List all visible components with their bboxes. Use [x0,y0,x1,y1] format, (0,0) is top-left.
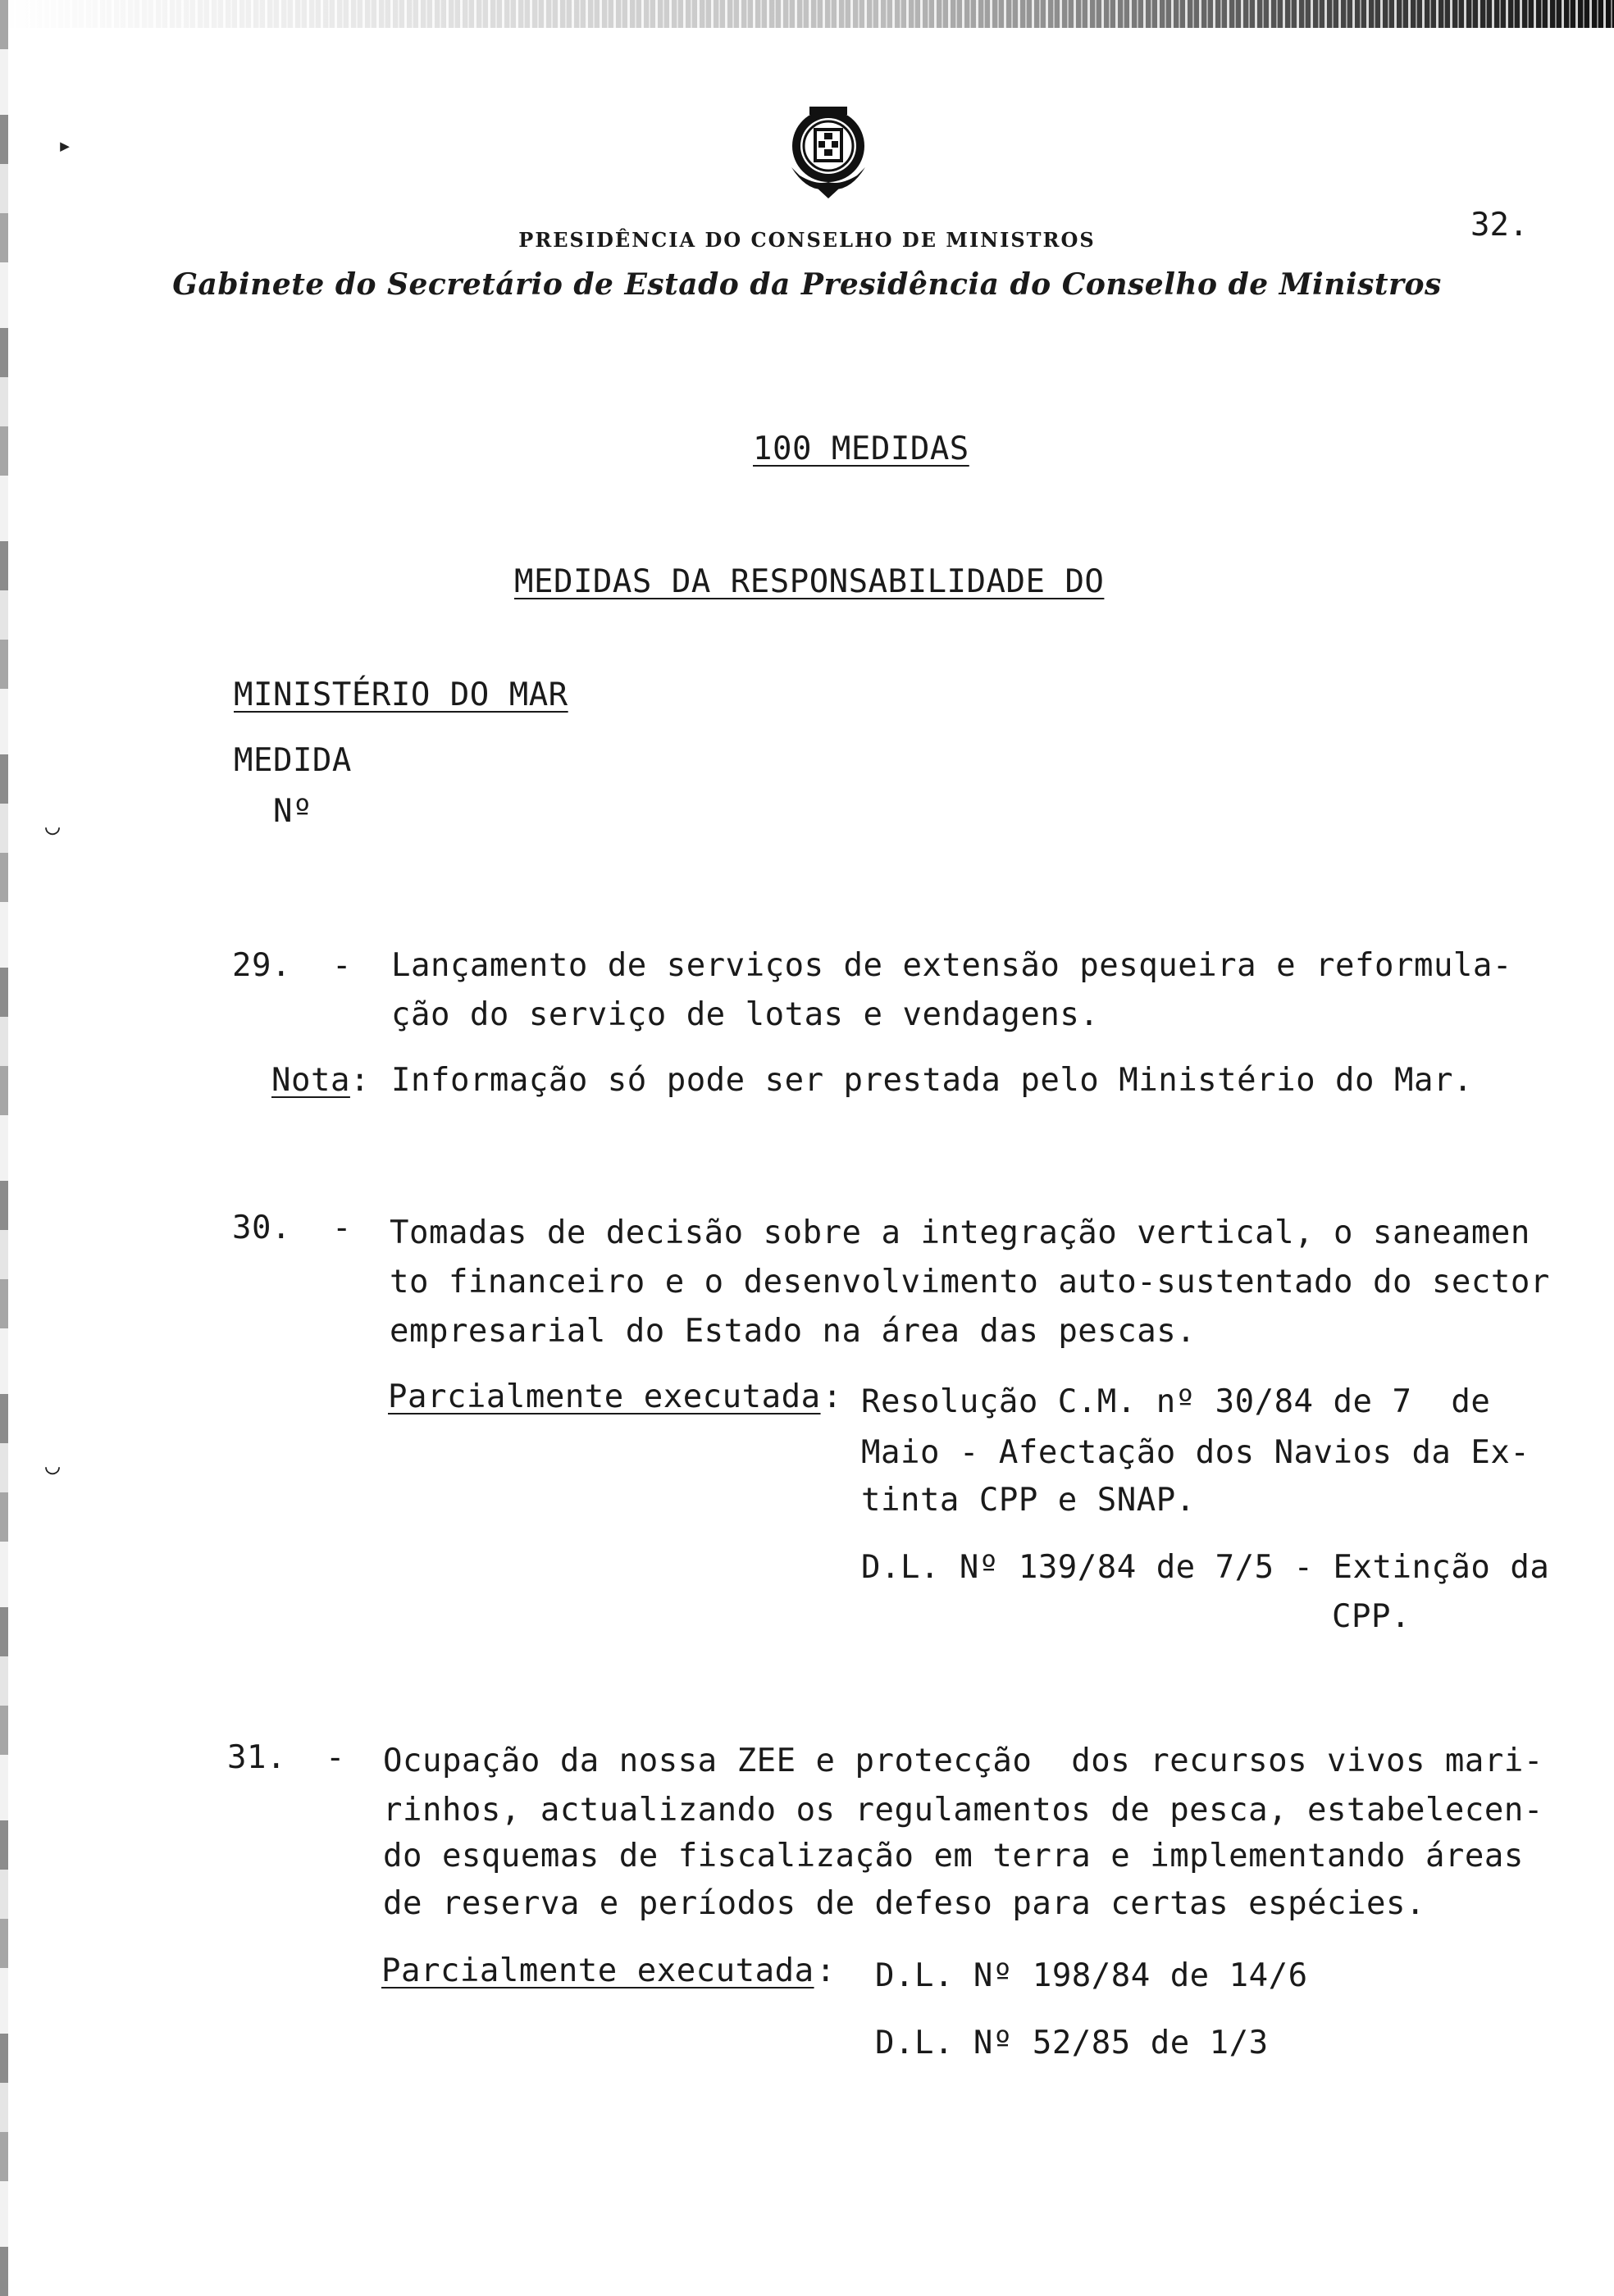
scan-left-edge [0,0,8,2296]
item-dash: - [332,947,352,984]
reference-line: D.L. Nº 198/84 de 14/6 [875,1957,1308,1994]
reference-line: Resolução C.M. nº 30/84 de 7 de [861,1383,1491,1420]
item-text-line: Lançamento de serviços de extensão pesqueira e reformula- [391,947,1512,984]
margin-mark: ▸ [57,131,73,160]
column-header-medida: MEDIDA [234,742,352,779]
section-subtitle: MEDIDAS DA RESPONSABILIDADE DO [514,563,1105,600]
reference-line: CPP. [1332,1598,1411,1635]
status-colon: : [816,1952,836,1989]
reference-line: D.L. Nº 52/85 de 1/3 [875,2025,1269,2061]
column-header-number: Nº [273,793,312,830]
coat-of-arms-seal-icon [775,97,882,203]
item-text-line: rinhos, actualizando os regulamentos de pesca, estabelecen- [383,1792,1543,1829]
item-text-line: de reserva e períodos de defeso para certas espécies. [383,1885,1425,1922]
reference-line: tinta CPP e SNAP. [861,1482,1196,1519]
scan-top-edge [0,0,1614,28]
item-text-line: Tomadas de decisão sobre a integração vertical, o saneamen [390,1214,1530,1251]
item-dash: - [326,1739,345,1776]
item-number: 29. [232,947,291,984]
cabinet-subtitle: Gabinete do Secretário de Estado da Presidência do Conselho de Ministros [172,267,1442,302]
item-dash: - [332,1210,352,1246]
status-label: Parcialmente executada [381,1952,814,1989]
document-title: 100 MEDIDAS [753,430,969,467]
note-colon: : [350,1062,370,1099]
item-number: 30. [232,1210,291,1246]
item-number: 31. [227,1739,286,1776]
reference-line: Maio - Afectação dos Navios da Ex- [861,1434,1530,1471]
item-text-line: do esquemas de fiscalização em terra e implementando áreas [383,1838,1524,1875]
note-label: Nota [271,1062,350,1099]
item-text-line: to financeiro e o desenvolvimento auto-sustentado do sector [390,1264,1550,1301]
office-letterhead: PRESIDÊNCIA DO CONSELHO DE MINISTROS [518,228,1096,252]
margin-mark: ◡ [45,1451,61,1480]
item-text-line: ção do serviço de lotas e vendagens. [391,996,1100,1033]
ministry-heading: MINISTÉRIO DO MAR [234,676,568,713]
item-text-line: empresarial do Estado na área das pescas. [390,1313,1197,1350]
status-colon: : [823,1378,842,1415]
margin-mark: ◡ [45,812,61,840]
note-text: Informação só pode ser prestada pelo Ministério do Mar. [391,1062,1473,1099]
page-number: 32. [1470,207,1529,244]
reference-line: D.L. Nº 139/84 de 7/5 - Extinção da [861,1549,1550,1586]
status-label: Parcialmente executada [388,1378,821,1415]
item-text-line: Ocupação da nossa ZEE e protecção dos recursos vivos mari- [383,1742,1543,1779]
